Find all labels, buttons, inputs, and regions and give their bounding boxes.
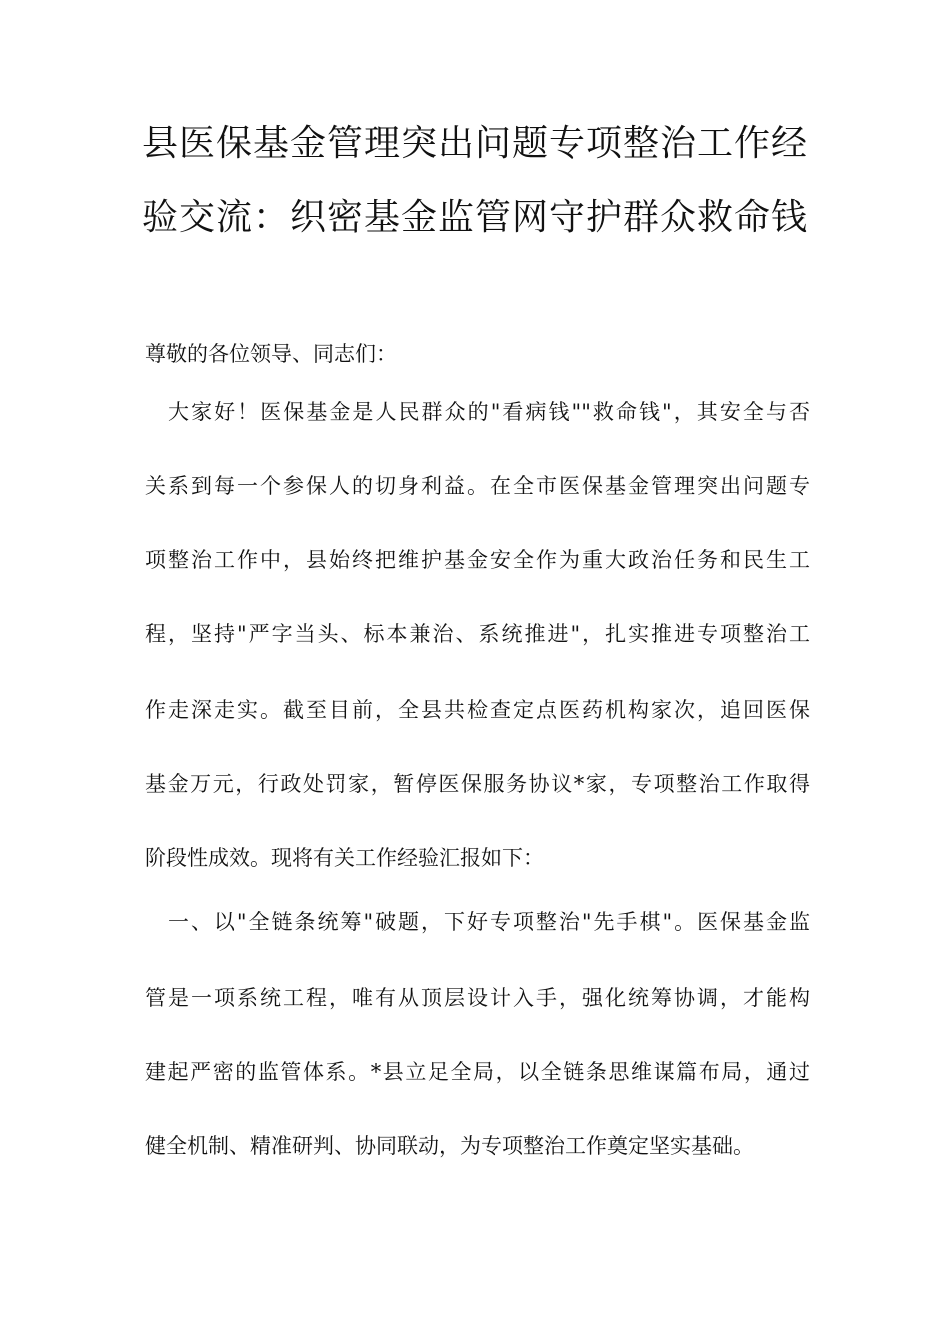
paragraph-2-line-1: 一、以"全链条统筹"破题，下好专项整治"先手棋"。医保基金监 [145,910,810,934]
document-title-line-1: 县医保基金管理突出问题专项整治工作经 [141,123,808,164]
paragraph-1-line-5: 作走深走实。截至目前，全县共检查定点医药机构家次，追回医保 [145,698,810,722]
salutation: 尊敬的各位领导、同志们： [145,342,397,366]
paragraph-1-line-1: 大家好！医保基金是人民群众的"看病钱""救命钱"，其安全与否 [145,400,810,424]
paragraph-2-line-2: 管是一项系统工程，唯有从顶层设计入手，强化统筹协调，才能构 [145,986,810,1010]
paragraph-2-line-4: 健全机制、精准研判、协同联动，为专项整治工作奠定坚实基础。 [145,1134,754,1158]
paragraph-1-line-7: 阶段性成效。现将有关工作经验汇报如下： [145,846,544,870]
paragraph-1-line-4: 程，坚持"严字当头、标本兼治、系统推进"，扎实推进专项整治工 [145,622,810,646]
paragraph-2-line-3: 建起严密的监管体系。*县立足全局，以全链条思维谋篇布局，通过 [145,1060,810,1084]
paragraph-1-line-2: 关系到每一个参保人的切身利益。在全市医保基金管理突出问题专 [145,474,810,498]
document-title-line-2: 验交流：织密基金监管网守护群众救命钱 [141,197,808,238]
paragraph-1-line-6: 基金万元，行政处罚家，暂停医保服务协议*家，专项整治工作取得 [145,772,810,796]
paragraph-1-line-3: 项整治工作中，县始终把维护基金安全作为重大政治任务和民生工 [145,548,810,572]
